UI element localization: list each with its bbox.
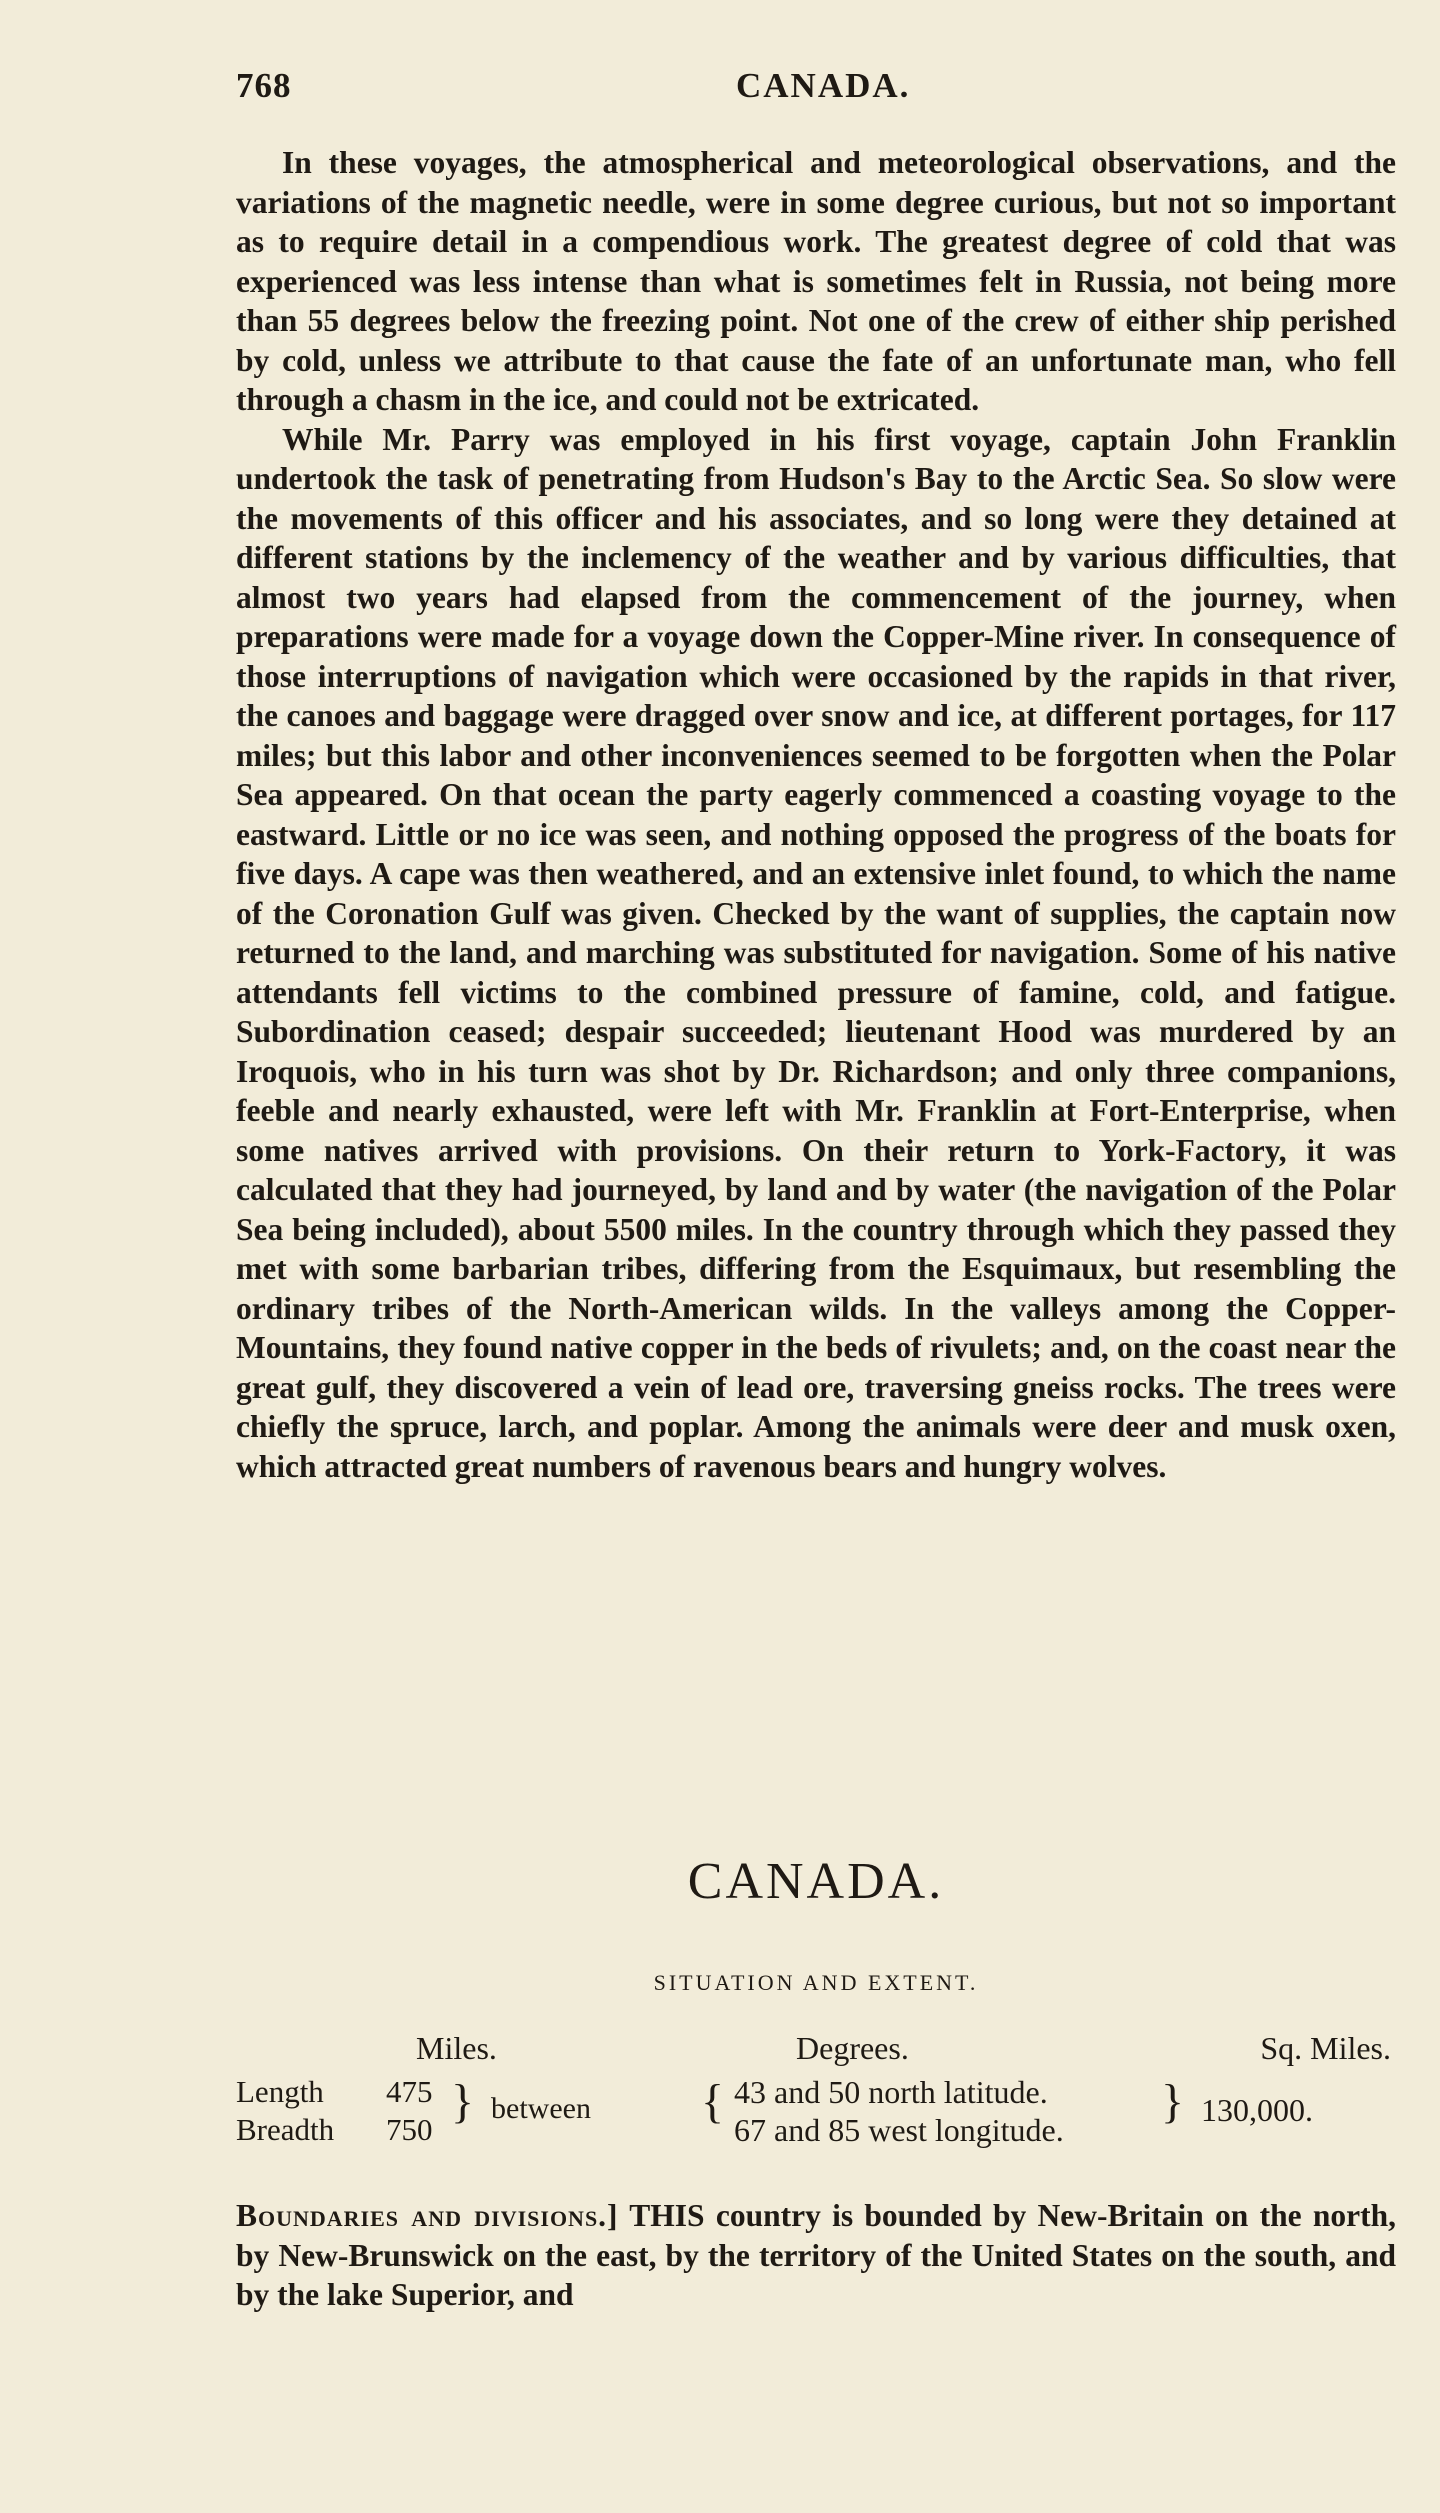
longitude-range: 67 and 85 west longitude.	[734, 2112, 1064, 2148]
extent-table	[236, 2030, 1396, 2160]
header-sq-miles: Sq. Miles.	[1260, 2030, 1391, 2066]
breadth-value: 750	[386, 2112, 433, 2147]
between-label: between	[491, 2092, 591, 2125]
boundaries-paragraph	[236, 2196, 1396, 2315]
length-value: 475	[386, 2074, 433, 2109]
brace-right-1: }	[451, 2075, 475, 2128]
brace-left: {	[701, 2075, 725, 2128]
section-subtitle: SITUATION AND EXTENT.	[653, 1970, 979, 1995]
length-label: Length	[236, 2074, 324, 2109]
boundaries-lead: Boundaries and divisions.]	[236, 2198, 619, 2233]
section-title: CANADA.	[687, 1853, 945, 1910]
latitude-range: 43 and 50 north latitude.	[734, 2074, 1048, 2110]
boundaries-text: THIS country is bounded by New-Britain on the north, by New-Brunswick on the east, by the territory of the United States on the south, and by the lake Superior, and	[236, 2198, 1397, 2312]
paragraph-voyages: In these voyages, the atmospherical and meteorological observations, and the variations of the magnetic needle, were in some degree curious, but not so important as to require detail in a compendious work. The greatest degree of cold that was experienced was less intense than what is sometimes felt in Russia, not being more than 55 degrees below the freezing point. Not one of the crew of either ship perished by cold, unless we attribute to that cause the fate of an unfortunate man, who fell through a chasm in the ice, and could not be extricated.	[236, 145, 1396, 417]
header-miles: Miles.	[416, 2030, 497, 2066]
paragraph-franklin: While Mr. Parry was employed in his first voyage, captain John Franklin undertook the task of penetrating from Hudson's Bay to the Arctic Sea. So slow were the movements of this officer and his associates, and so long were they detained at different stations by the inclemency of the weather and by various difficulties, that almost two years had elapsed from the commencement of the journey, when preparations were made for a voyage down the Copper-Mine river. In consequence of those interruptions of navigation which were occasioned by the rapids in that river, the canoes and baggage were dragged over snow and ice, at different portages, for 117 miles; but this labor and other inconveniences seemed to be forgotten when the Polar Sea appeared. On that ocean the party eagerly commenced a coasting voyage to the eastward. Little or no ice was seen, and nothing opposed the progress of the boats for five days. A cape was then weathered, and an extensive inlet found, to which the name of the Coronation Gulf was given. Checked by the want of supplies, the captain now returned to the land, and marching was substituted for navigation. Some of his native attendants fell victims to the combined pressure of famine, cold, and fatigue. Subordination ceased; despair succeeded; lieutenant Hood was murdered by an Iroquois, who in his turn was shot by Dr. Richardson; and only three companions, feeble and nearly exhausted, were left with Mr. Franklin at Fort-Enterprise, when some natives arrived with provisions. On their return to York-Factory, it was calculated that they had journeyed, by land and by water (the navigation of the Polar Sea being included), about 5500 miles. In the country through which they passed they met with some barbarian tribes, differing from the Esquimaux, but resembling the ordinary tribes of the North-American wilds. In the valleys among the Copper-Mountains, they found native copper in the beds of rivulets; and, on the coast near the great gulf, they discovered a vein of lead ore, traversing gneiss rocks. The trees were chiefly the spruce, larch, and poplar. Among the animals were deer and musk oxen, which attracted great numbers of ravenous bears and hungry wolves.	[236, 421, 1396, 1484]
running-head: CANADA.	[736, 66, 911, 105]
header-degrees: Degrees.	[796, 2030, 909, 2066]
area-value: 130,000.	[1201, 2092, 1313, 2128]
body-text	[236, 143, 1396, 1486]
brace-right-2: }	[1161, 2075, 1185, 2128]
page-header	[236, 66, 1396, 126]
breadth-label: Breadth	[236, 2112, 335, 2147]
page-number: 768	[236, 66, 292, 105]
